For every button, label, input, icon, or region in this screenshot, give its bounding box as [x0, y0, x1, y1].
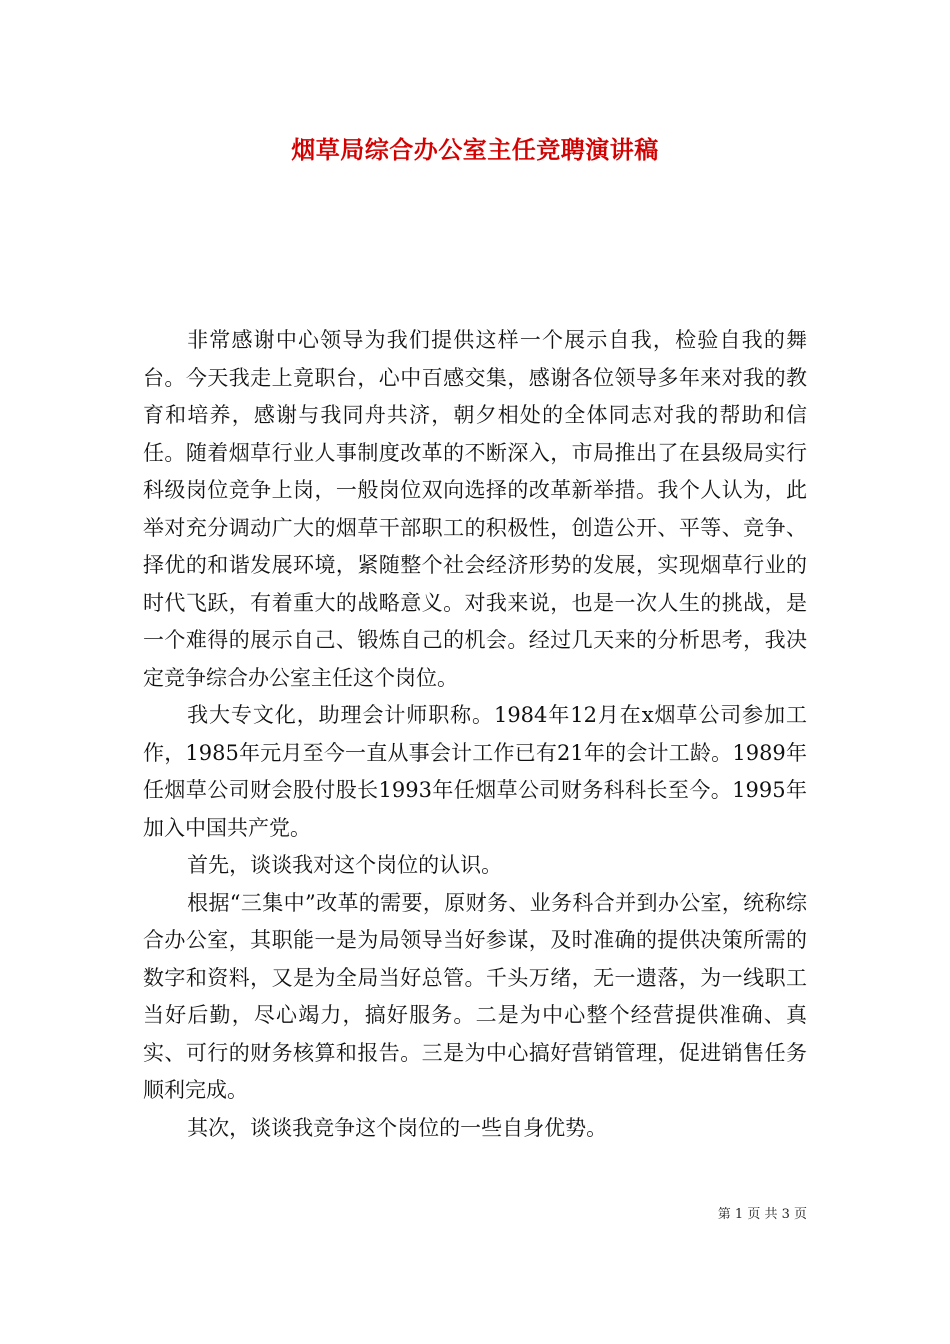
document-body: [143, 322, 807, 1147]
document-title: 烟草局综合办公室主任竞聘演讲稿: [291, 135, 659, 164]
page-footer: 第 1 页 共 3 页: [717, 1207, 807, 1222]
paragraph-second-heading: 其次，谈谈我竞争这个岗位的一些自身优势。: [187, 1115, 608, 1140]
paragraph-intro: 非常感谢中心领导为我们提供这样一个展示自我，检验自我的舞台。今天我走上竟职台，心中百感交集，感谢各位领导多年来对我的教育和培养，感谢与我同舟共济，朝夕相处的全体同志对我的帮助和信任。随着烟草行业人事制度改革的不断深入，市局推出了在县级局实行科级岗位竞争上岗，一般岗位双向选择的改革新举措。我个人认为，此举对充分调动广大的烟草干部职工的积极性，创造公开、平等、竞争、择优的和谐发展环境，紧随整个社会经济形势的发展，实现烟草行业的时代飞跃，有着重大的战略意义。对我来说，也是一次人生的挑战，是一个难得的展示自己、锻炼自己的机会。经过几天来的分析思考，我决定竞争综合办公室主任这个岗位。: [143, 328, 807, 690]
paragraph-first-heading: 首先，谈谈我对这个岗位的认识。: [187, 853, 503, 877]
paragraph-background: 我大专文化，助理会计师职称。1984年12月在x烟草公司参加工作，1985年元月至今一直从事会计工作已有21年的会计工龄。1989年任烟草公司财会股付股长1993年任烟草公司财务科科长至今。1995年加入中国共产党。: [143, 703, 807, 840]
paragraph-role-understanding: 根据“三集中”改革的需要，原财务、业务科合并到办公室，统称综合办公室，其职能一是为局领导当好参谋，及时准确的提供决策所需的数字和资料，又是为全局当好总管。千头万绪，无一遗落，为一线职工当好后勤，尽心竭力，搞好服务。二是为中心整个经营提供准确、真实、可行的财务核算和报告。三是为中心搞好营销管理，促进销售任务顺利完成。: [143, 890, 807, 1102]
